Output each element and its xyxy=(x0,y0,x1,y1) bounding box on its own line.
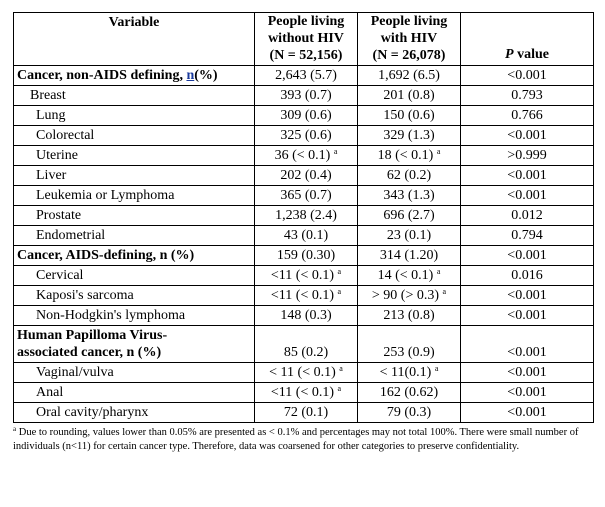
row-label xyxy=(14,266,255,286)
without-hiv-cell-value: < 11 (< 0.1) xyxy=(269,365,336,380)
header-with-hiv xyxy=(358,13,461,66)
footnote-ref: a xyxy=(339,364,343,373)
row-label-text: Cancer, non-AIDS defining, xyxy=(17,68,187,83)
p-value-cell-value: 0.766 xyxy=(511,108,543,123)
p-value-cell xyxy=(461,166,594,186)
row-label xyxy=(14,146,255,166)
row-label-text: Cancer, AIDS-defining, n (%) xyxy=(17,248,195,263)
without-hiv-cell-value: 72 (0.1) xyxy=(283,405,329,420)
p-value-cell xyxy=(461,186,594,206)
without-hiv-cell-value: <11 (< 0.1) xyxy=(270,268,335,283)
p-value-cell xyxy=(461,206,594,226)
row-label-text: Colorectal xyxy=(36,128,95,143)
without-hiv-cell-value: <11 (< 0.1) xyxy=(270,288,335,303)
row-label xyxy=(14,106,255,126)
without-hiv-cell xyxy=(255,206,358,226)
row-label xyxy=(14,66,255,86)
with-hiv-cell-value: 79 (0.3) xyxy=(386,405,432,420)
table-row xyxy=(14,286,594,306)
row-label xyxy=(14,126,255,146)
p-value-cell-value: <0.001 xyxy=(507,365,547,380)
with-hiv-cell xyxy=(358,186,461,206)
with-hiv-cell-value: 62 (0.2) xyxy=(386,168,432,183)
with-hiv-cell xyxy=(358,326,461,363)
table-body xyxy=(14,66,594,423)
without-hiv-cell-value: 43 (0.1) xyxy=(283,228,329,243)
cancer-incidence-table xyxy=(13,12,594,423)
without-hiv-cell-value: 1,238 (2.4) xyxy=(275,208,337,223)
row-label-pct: (%) xyxy=(194,68,218,83)
row-label-text: Oral cavity/pharynx xyxy=(36,405,149,420)
with-hiv-cell xyxy=(358,106,461,126)
table-row xyxy=(14,126,594,146)
p-value-cell-value: <0.001 xyxy=(507,385,547,400)
p-value-cell xyxy=(461,246,594,266)
table-row xyxy=(14,383,594,403)
footnote-marker: a xyxy=(13,425,17,433)
row-label xyxy=(14,226,255,246)
with-hiv-cell-value: 23 (0.1) xyxy=(386,228,432,243)
p-value-cell-value: <0.001 xyxy=(507,405,547,420)
row-label-text: Non-Hodgkin's lymphoma xyxy=(36,308,186,323)
footnote-ref: a xyxy=(436,267,441,276)
row-label-text: Prostate xyxy=(36,208,82,223)
row-label xyxy=(14,403,255,423)
row-label-line1: Human Papilloma Virus- xyxy=(17,328,168,343)
p-value-cell-value: 0.016 xyxy=(511,268,543,283)
with-hiv-cell-value: 1,692 (6.5) xyxy=(378,68,440,83)
row-label xyxy=(14,363,255,383)
without-hiv-cell-value: 309 (0.6) xyxy=(280,108,332,123)
row-label xyxy=(14,86,255,106)
without-hiv-cell xyxy=(255,246,358,266)
without-hiv-cell xyxy=(255,166,358,186)
footnote-ref: a xyxy=(337,267,342,276)
row-label xyxy=(14,246,255,266)
without-hiv-cell xyxy=(255,383,358,403)
with-hiv-cell-value: 14 (< 0.1) xyxy=(377,268,434,283)
with-hiv-cell xyxy=(358,226,461,246)
with-hiv-cell-value: 329 (1.3) xyxy=(383,128,435,143)
with-hiv-cell-value: 18 (< 0.1) xyxy=(377,148,434,163)
table-row xyxy=(14,246,594,266)
footnote-ref: a xyxy=(333,147,338,156)
p-value-cell xyxy=(461,86,594,106)
table-container xyxy=(13,12,593,454)
with-hiv-cell-value: 696 (2.7) xyxy=(383,208,435,223)
table-row xyxy=(14,66,594,86)
row-label xyxy=(14,286,255,306)
with-hiv-cell-value: 253 (0.9) xyxy=(383,345,435,360)
p-value-cell-value: <0.001 xyxy=(507,188,547,203)
without-hiv-cell xyxy=(255,306,358,326)
row-label-text: Cervical xyxy=(36,268,84,283)
without-hiv-cell xyxy=(255,286,358,306)
row-label-text: Vaginal/vulva xyxy=(36,365,114,380)
p-value-cell xyxy=(461,326,594,363)
header-with-line2: with HIV xyxy=(380,31,438,46)
p-value-cell-value: <0.001 xyxy=(507,68,547,83)
without-hiv-cell-value: 325 (0.6) xyxy=(280,128,332,143)
with-hiv-cell-value: 150 (0.6) xyxy=(383,108,435,123)
without-hiv-cell-value: 2,643 (5.7) xyxy=(275,68,337,83)
footnote-ref: a xyxy=(436,147,441,156)
without-hiv-cell xyxy=(255,146,358,166)
header-without-line1: People living xyxy=(267,14,345,29)
without-hiv-cell xyxy=(255,86,358,106)
row-label-text: Anal xyxy=(36,385,64,400)
row-label-text: Uterine xyxy=(36,148,78,163)
p-value-cell xyxy=(461,66,594,86)
p-value-cell xyxy=(461,226,594,246)
with-hiv-cell xyxy=(358,146,461,166)
p-value-cell-value: <0.001 xyxy=(507,345,547,360)
footnote-ref: a xyxy=(434,364,439,373)
p-value-cell xyxy=(461,126,594,146)
p-value-cell xyxy=(461,306,594,326)
with-hiv-cell-value: 201 (0.8) xyxy=(383,88,435,103)
without-hiv-cell-value: 159 (0.30) xyxy=(276,248,336,263)
p-value-cell-value: <0.001 xyxy=(507,288,547,303)
row-label-text: Breast xyxy=(30,88,66,103)
row-label-text: Liver xyxy=(36,168,67,183)
p-value-cell xyxy=(461,403,594,423)
row-label xyxy=(14,326,255,363)
table-row xyxy=(14,146,594,166)
without-hiv-cell xyxy=(255,326,358,363)
row-label xyxy=(14,206,255,226)
header-p-rest: value xyxy=(513,47,549,62)
footnote-text: Due to rounding, values lower than 0.05% are presented as < 0.1% and percentages may not total 100%. There were small number of individuals (n<11) for certain cancer type. Therefore, data was coarsened for other categories to preserve confidentiality. xyxy=(13,427,579,452)
p-value-cell-value: <0.001 xyxy=(507,168,547,183)
without-hiv-cell-value: <11 (< 0.1) xyxy=(270,385,335,400)
p-value-cell-value: 0.794 xyxy=(511,228,543,243)
header-p-italic: P xyxy=(505,47,514,62)
table-row xyxy=(14,266,594,286)
without-hiv-cell xyxy=(255,363,358,383)
table-row xyxy=(14,166,594,186)
p-value-cell-value: >0.999 xyxy=(507,148,547,163)
without-hiv-cell xyxy=(255,186,358,206)
with-hiv-cell-value: 314 (1.20) xyxy=(379,248,439,263)
table-row xyxy=(14,86,594,106)
without-hiv-cell xyxy=(255,266,358,286)
p-value-cell-value: 0.793 xyxy=(511,88,543,103)
table-row xyxy=(14,326,594,363)
with-hiv-cell xyxy=(358,266,461,286)
p-value-cell-value: <0.001 xyxy=(507,248,547,263)
header-row xyxy=(14,13,594,66)
row-label xyxy=(14,306,255,326)
without-hiv-cell-value: 36 (< 0.1) xyxy=(274,148,331,163)
header-without-hiv xyxy=(255,13,358,66)
footnote-ref: a xyxy=(442,287,447,296)
header-without-line3: (N = 52,156) xyxy=(269,48,343,63)
p-value-cell xyxy=(461,106,594,126)
row-label-text: Leukemia or Lymphoma xyxy=(36,188,175,203)
table-row xyxy=(14,226,594,246)
p-value-cell xyxy=(461,363,594,383)
table-row xyxy=(14,306,594,326)
p-value-cell xyxy=(461,146,594,166)
p-value-cell xyxy=(461,383,594,403)
p-value-cell xyxy=(461,266,594,286)
footnote-ref: a xyxy=(337,287,342,296)
with-hiv-cell-value: 343 (1.3) xyxy=(383,188,435,203)
table-row xyxy=(14,106,594,126)
row-label xyxy=(14,186,255,206)
with-hiv-cell xyxy=(358,286,461,306)
with-hiv-cell xyxy=(358,66,461,86)
row-label-text: Kaposi's sarcoma xyxy=(36,288,134,303)
header-variable: Variable xyxy=(14,13,255,66)
without-hiv-cell-value: 85 (0.2) xyxy=(283,345,329,360)
with-hiv-cell-value: 162 (0.62) xyxy=(379,385,439,400)
with-hiv-cell xyxy=(358,166,461,186)
without-hiv-cell-value: 148 (0.3) xyxy=(280,308,332,323)
row-label-text: Lung xyxy=(36,108,66,123)
row-label-line2: associated cancer, n (%) xyxy=(17,345,162,360)
row-label xyxy=(14,383,255,403)
with-hiv-cell xyxy=(358,383,461,403)
table-row xyxy=(14,363,594,383)
with-hiv-cell xyxy=(358,126,461,146)
without-hiv-cell-value: 393 (0.7) xyxy=(280,88,332,103)
with-hiv-cell-value: 213 (0.8) xyxy=(383,308,435,323)
with-hiv-cell xyxy=(358,206,461,226)
footnote-ref: a xyxy=(337,384,342,393)
without-hiv-cell xyxy=(255,126,358,146)
footnote xyxy=(13,426,595,454)
with-hiv-cell xyxy=(358,403,461,423)
table-row xyxy=(14,186,594,206)
header-p-value xyxy=(461,13,594,66)
with-hiv-cell-value: < 11(0.1) xyxy=(379,365,432,380)
without-hiv-cell xyxy=(255,106,358,126)
p-value-cell xyxy=(461,286,594,306)
p-value-cell-value: <0.001 xyxy=(507,128,547,143)
with-hiv-cell xyxy=(358,363,461,383)
with-hiv-cell-value: > 90 (> 0.3) xyxy=(371,288,440,303)
without-hiv-cell-value: 202 (0.4) xyxy=(280,168,332,183)
header-without-line2: without HIV xyxy=(268,31,344,46)
table-row xyxy=(14,403,594,423)
p-value-cell-value: <0.001 xyxy=(507,308,547,323)
with-hiv-cell xyxy=(358,306,461,326)
with-hiv-cell xyxy=(358,246,461,266)
without-hiv-cell xyxy=(255,403,358,423)
header-with-line1: People living xyxy=(370,14,448,29)
row-label xyxy=(14,166,255,186)
row-label-text: Endometrial xyxy=(36,228,106,243)
p-value-cell-value: 0.012 xyxy=(511,208,543,223)
without-hiv-cell xyxy=(255,66,358,86)
header-with-line3: (N = 26,078) xyxy=(372,48,446,63)
without-hiv-cell xyxy=(255,226,358,246)
table-row xyxy=(14,206,594,226)
with-hiv-cell xyxy=(358,86,461,106)
without-hiv-cell-value: 365 (0.7) xyxy=(280,188,332,203)
row-label-n-link: n xyxy=(186,68,195,83)
